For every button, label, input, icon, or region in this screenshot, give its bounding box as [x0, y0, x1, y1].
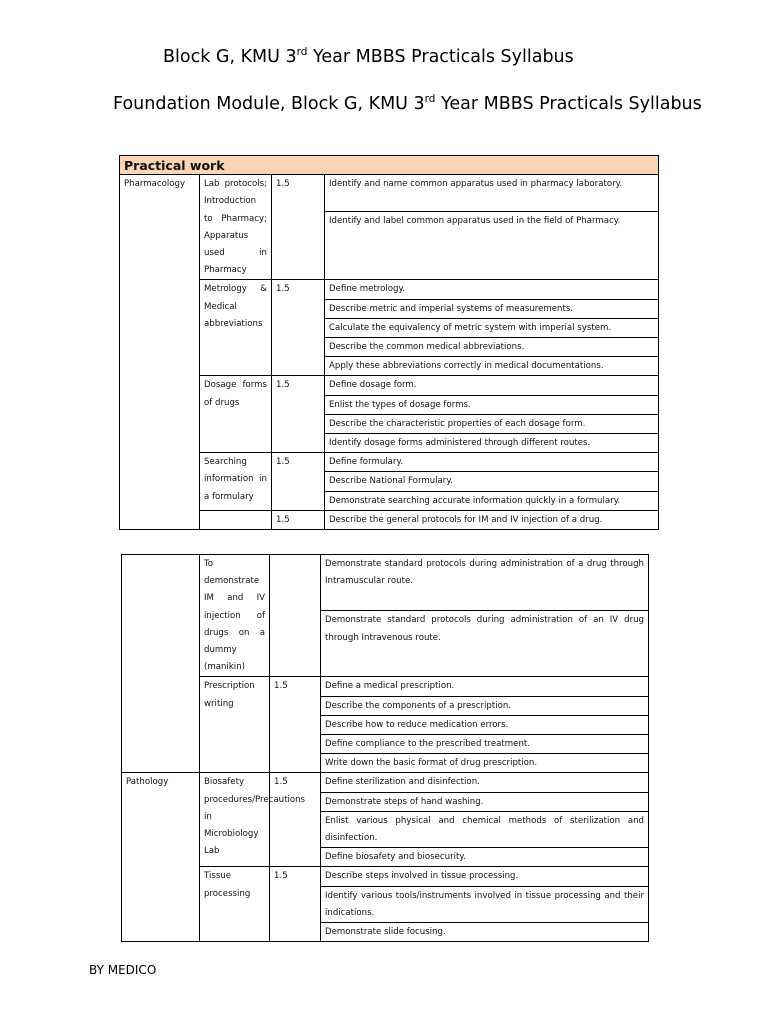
objective-cell: Identify various tools/instruments involved in tissue processing and their indications.: [321, 886, 649, 922]
objective-cell: Describe the general protocols for IM and IV injection of a drug.: [325, 510, 659, 529]
title2-text: Foundation Module, Block G, KMU 3: [113, 93, 425, 114]
footer-credit: BY MEDICO: [89, 963, 157, 977]
hours-cell: 1.5: [270, 867, 321, 942]
objective-cell: Define biosafety and biosecurity.: [321, 848, 649, 867]
hours-cell: 1.5: [272, 280, 325, 376]
objective-cell: Apply these abbreviations correctly in medical documentations.: [325, 357, 659, 376]
hours-cell: 1.5: [270, 677, 321, 773]
title2-superscript: rd: [424, 93, 436, 105]
practical-work-table: [119, 155, 659, 530]
hours-cell: 1.5: [270, 773, 321, 867]
title1-superscript: rd: [296, 46, 308, 58]
objective-cell: Describe National Formulary.: [325, 472, 659, 491]
topic-cell: Dosage forms of drugs: [200, 376, 272, 453]
objective-cell: Demonstrate standard protocols during administration of an IV drug through Intravenous route.: [321, 611, 649, 677]
objective-cell: Define formulary.: [325, 453, 659, 472]
objective-cell: Define sterilization and disinfection.: [321, 773, 649, 792]
hours-cell: 1.5: [272, 376, 325, 453]
objective-cell: Demonstrate standard protocols during administration of a drug through Intramuscular route.: [321, 555, 649, 611]
discipline-cell: [122, 555, 200, 773]
objective-cell: Calculate the equivalency of metric system with imperial system.: [325, 318, 659, 337]
objective-cell: Define a medical prescription.: [321, 677, 649, 696]
hours-cell: [270, 555, 321, 677]
table-row: [120, 175, 659, 212]
hours-cell: 1.5: [272, 453, 325, 511]
table-row: [122, 773, 649, 792]
objective-cell: Demonstrate slide focusing.: [321, 923, 649, 942]
objective-cell: Demonstrate searching accurate information quickly in a formulary.: [325, 491, 659, 510]
topic-cell: Prescription writing: [200, 677, 270, 773]
topic-cell: Tissue processing: [200, 867, 270, 942]
topic-cell: Biosafety procedures/Precautions in Microbiology Lab: [200, 773, 270, 867]
topic-cell: Metrology & Medical abbreviations: [200, 280, 272, 376]
table-row: [120, 376, 659, 395]
table-row: [120, 280, 659, 299]
objective-cell: Define dosage form.: [325, 376, 659, 395]
objective-cell: Describe the common medical abbreviations.: [325, 338, 659, 357]
table-row: [122, 555, 649, 611]
objective-cell: Identify dosage forms administered through different routes.: [325, 434, 659, 453]
title1-text-end: Year MBBS Practicals Syllabus: [307, 46, 574, 67]
page-title: [113, 93, 702, 114]
discipline-cell: Pathology: [122, 773, 200, 942]
table-header-row: [120, 156, 659, 175]
hours-cell: 1.5: [272, 175, 325, 280]
table-row: [122, 867, 649, 886]
objective-cell: Describe the characteristic properties of each dosage form.: [325, 414, 659, 433]
objective-cell: Identify and label common apparatus used in the field of Pharmacy.: [325, 212, 659, 280]
table-row: [120, 510, 659, 529]
table-row: [120, 453, 659, 472]
objective-cell: Enlist various physical and chemical methods of sterilization and disinfection.: [321, 811, 649, 847]
objective-cell: Define compliance to the prescribed treatment.: [321, 735, 649, 754]
objective-cell: Describe steps involved in tissue processing.: [321, 867, 649, 886]
objective-cell: Describe metric and imperial systems of measurements.: [325, 299, 659, 318]
objective-cell: Enlist the types of dosage forms.: [325, 395, 659, 414]
objective-cell: Define metrology.: [325, 280, 659, 299]
objective-cell: Write down the basic format of drug prescription.: [321, 754, 649, 773]
topic-cell: Searching information in a formulary: [200, 453, 272, 511]
hours-cell: 1.5: [272, 510, 325, 529]
topic-cell: To demonstrate IM and IV injection of drugs on a dummy (manikin): [200, 555, 270, 677]
title1-text: Block G, KMU 3: [163, 46, 297, 67]
objective-cell: Identify and name common apparatus used in pharmacy laboratory.: [325, 175, 659, 212]
title2-text-end: Year MBBS Practicals Syllabus: [435, 93, 702, 114]
discipline-cell: Pharmacology: [120, 175, 200, 530]
table-header: Practical work: [120, 156, 659, 175]
objective-cell: Describe how to reduce medication errors.: [321, 715, 649, 734]
table-row: [122, 677, 649, 696]
practical-work-table-continued: [121, 554, 649, 942]
page-subtitle: [163, 46, 574, 67]
topic-cell: [200, 510, 272, 529]
objective-cell: Describe the components of a prescription.: [321, 696, 649, 715]
topic-cell: Lab protocols; Introduction to Pharmacy; Apparatus used in Pharmacy: [200, 175, 272, 280]
objective-cell: Demonstrate steps of hand washing.: [321, 792, 649, 811]
